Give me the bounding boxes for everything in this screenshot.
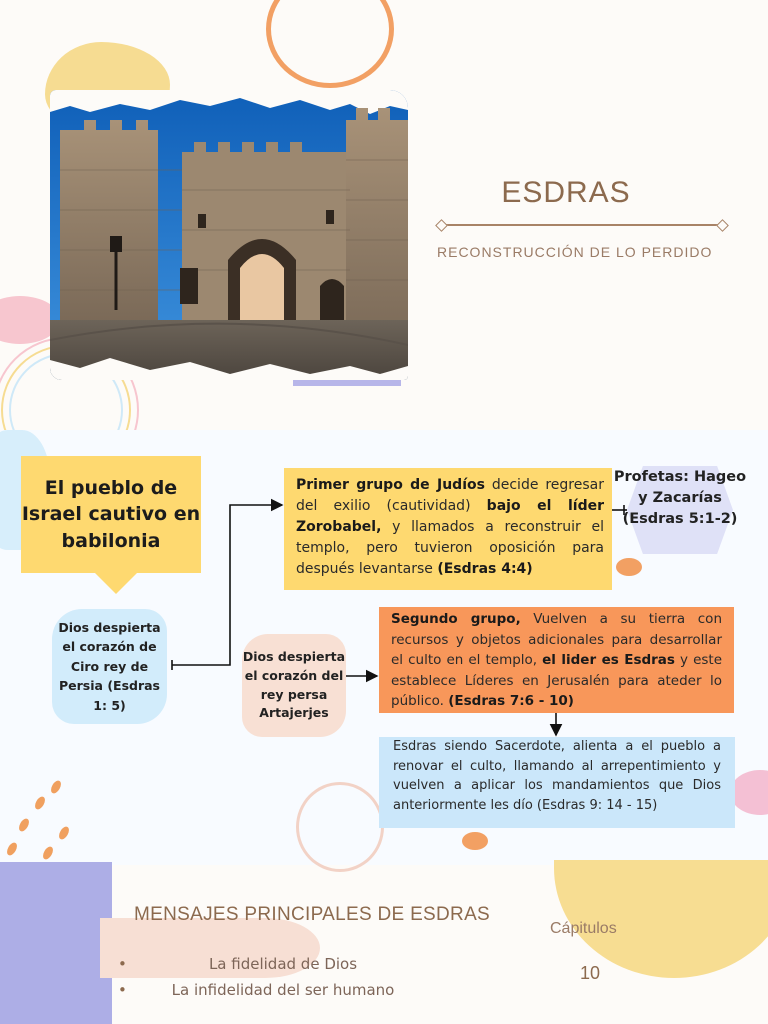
artajerjes-box: Dios despierta el corazón del rey persa Artajerjes (242, 634, 346, 737)
chapters-count: 10 (580, 963, 601, 983)
castle-gate-photo (50, 90, 408, 380)
page-subtitle: RECONSTRUCCIÓN DE LO PERDIDO (437, 244, 713, 260)
page-title: ESDRAS (501, 176, 631, 209)
decor-purple-block (0, 862, 112, 1024)
priest-box: Esdras siendo Sacerdote, alienta a el pueblo a renovar el culto, llamando al arrepentimiento y vuelven a aplicar los mandamientos que Dios anteriormente les dío (Esdras 9: 14 - 15) (379, 737, 735, 828)
first-group-box (284, 468, 612, 590)
ciro-box: Dios despierta el corazón de Ciro rey de Persia (Esdras 1: 5) (52, 609, 167, 724)
captive-people-box-pointer (94, 572, 138, 594)
chapters-label: Cápitulos (550, 920, 617, 937)
first-group-label: Primer grupo de Judíos (296, 477, 485, 493)
list-item: • La infidelidad del ser humano (118, 981, 448, 1007)
first-group-reference: (Esdras 4:4) (437, 561, 533, 577)
list-item: • La fidelidad de Dios (118, 955, 448, 981)
decor-orange-dot (462, 832, 488, 850)
decor-orange-ring (266, 0, 394, 88)
second-group-leader: el lider es Esdras (542, 652, 675, 669)
main-messages-title: MENSAJES PRINCIPALES DE ESDRAS (134, 904, 491, 925)
first-group-text-1: decide regresar del exilio (cautividad) (296, 477, 604, 514)
second-group-box (379, 607, 734, 713)
decor-yellow-half-circle (554, 860, 768, 978)
second-group-text-2: y este establece Líderes en Jerusalén para ateder lo público. (391, 652, 723, 710)
decor-orange-dot (616, 558, 642, 576)
title-divider (440, 224, 724, 226)
second-group-text-1: Vuelven a su tierra con recursos y objetos adicionales para desarrollar el culto en el templo, (391, 611, 722, 669)
first-group-text-2: y llamados a reconstruir el templo, pero tuvieron oposición para después levantarse (296, 519, 604, 577)
second-group-label: Segundo grupo, (391, 611, 521, 627)
second-group-reference: (Esdras 7:6 - 10) (448, 693, 574, 710)
prophets-text: Profetas: Hageo y Zacarías (Esdras 5:1-2) (613, 469, 747, 528)
captive-people-box: El pueblo de Israel cautivo en babilonia (21, 456, 201, 573)
decor-peach-ring (296, 782, 384, 872)
first-group-leader: bajo el líder Zorobabel, (296, 498, 604, 535)
main-messages-list (118, 955, 448, 1007)
